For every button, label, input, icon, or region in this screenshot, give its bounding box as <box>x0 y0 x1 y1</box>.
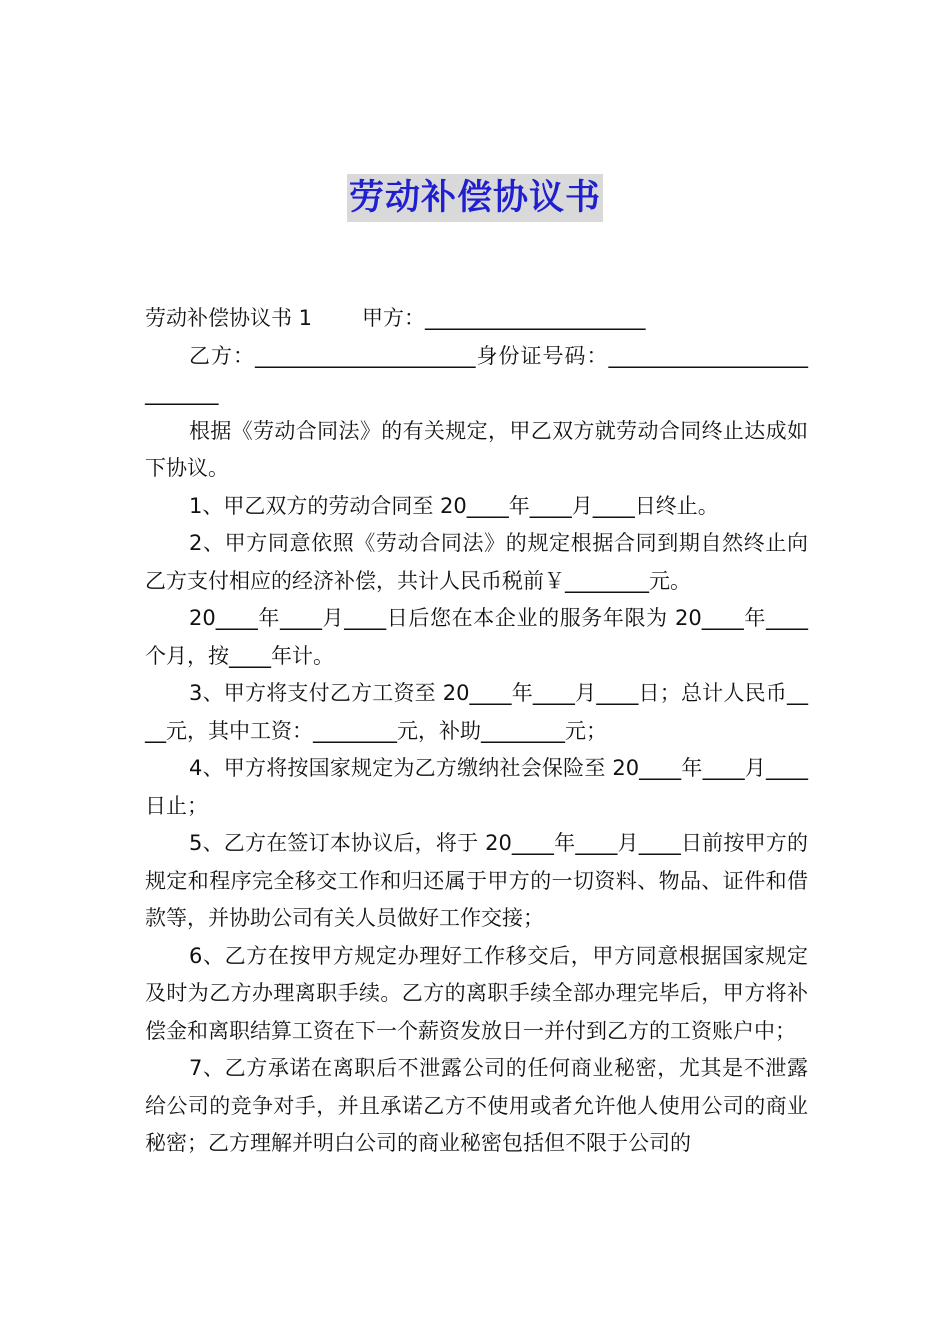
clause-2-service: 20____年____月____日后您在本企业的服务年限为 20____年____个月，按____年计。 <box>145 606 808 668</box>
clause-6: 6、乙方在按甲方规定办理好工作移交后，甲方同意根据国家规定及时为乙方办理离职手续。乙方的离职手续全部办理完毕后，甲方将补偿金和离职结算工资在下一个薪资发放日一并付到乙方的工资账户中； <box>145 943 808 1043</box>
clause-3: 3、甲方将支付乙方工资至 20____年____月____日；总计人民币____元，其中工资：________元，补助________元； <box>145 681 808 743</box>
title-wrap <box>0 174 950 222</box>
header-line <box>145 300 808 338</box>
clause-5: 5、乙方在签订本协议后，将于 20____年____月____日前按甲方的规定和程序完全移交工作和归还属于甲方的一切资料、物品、证件和借款等，并协助公司有关人员做好工作交接； <box>145 831 808 930</box>
header-label: 劳动补偿协议书 1 <box>145 306 313 330</box>
clause-4: 4、甲方将按国家规定为乙方缴纳社会保险至 20____年____月____日止； <box>145 756 808 818</box>
clause-7: 7、乙方承诺在离职后不泄露公司的任何商业秘密，尤其是不泄露给公司的竞争对手，并且承诺乙方不使用或者允许他人使用公司的商业秘密；乙方理解并明白公司的商业秘密包括但不限于公司的 <box>145 1056 808 1155</box>
clause-2: 2、甲方同意依照《劳动合同法》的规定根据合同到期自然终止向乙方支付相应的经济补偿，共计人民币税前￥________元。 <box>145 531 808 593</box>
document-title: 劳动补偿协议书 <box>347 174 603 222</box>
party-a-line: 甲方：_____________________ <box>362 306 646 330</box>
document-body <box>145 300 808 1163</box>
party-b-line: 乙方：_____________________身份证号码：__________________________ <box>145 343 808 405</box>
intro-paragraph: 根据《劳动合同法》的有关规定，甲乙双方就劳动合同终止达成如下协议。 <box>145 418 808 480</box>
clause-1: 1、甲乙双方的劳动合同至 20____年____月____日终止。 <box>189 493 719 518</box>
